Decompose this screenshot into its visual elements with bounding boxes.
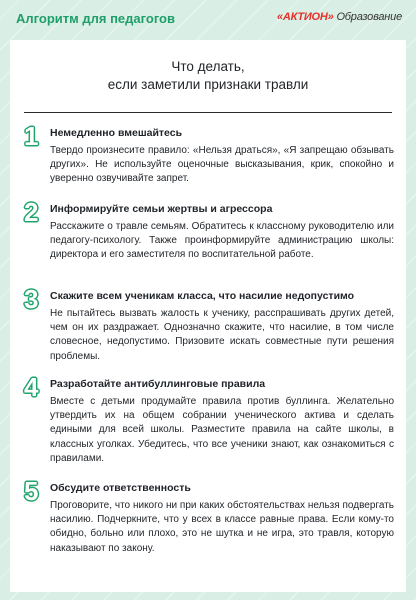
document-title: Алгоритм для педагогов bbox=[16, 11, 175, 26]
step-number: 1 bbox=[24, 121, 39, 151]
brand-logo bbox=[277, 11, 402, 23]
step-heading: Скажите всем ученикам класса, что насилие недопустимо bbox=[50, 290, 355, 302]
step-text: Не пытайтесь вызвать жалость к ученику, расспрашивать других детей, чем он их раздражает. Однозначно скажите, что насилие, в том числе словесное, недопустимо. Призовите искать совместные пути решения проблемы. bbox=[50, 308, 394, 362]
card-title bbox=[10, 58, 406, 94]
divider bbox=[24, 112, 392, 113]
step-text: Расскажите о травле семьям. Обратитесь к классному руководителю или педагогу-психологу. Также проинформируйте администрацию школы: директора и его заместителя по воспитательной работе. bbox=[50, 221, 394, 261]
step-number: 4 bbox=[24, 372, 39, 402]
step-number: 3 bbox=[24, 284, 39, 314]
top-bar bbox=[0, 0, 416, 38]
step-heading: Обсудите ответственность bbox=[50, 482, 191, 494]
step-number: 2 bbox=[24, 197, 39, 227]
card-title-line-2: если заметили признаки травли bbox=[107, 77, 309, 92]
step-heading: Информируйте семьи жертвы и агрессора bbox=[50, 203, 273, 215]
step-number: 5 bbox=[24, 476, 39, 506]
step-text: Вместе с детьми продумайте правила против буллинга. Желательно утвердить их на общем собрании ученического актива и сделать едиными для всей школы. Разместите правила на сайте школы, в классных уголках. Убедитесь, что все ученики знают, как ознакомиться с правилами. bbox=[50, 396, 394, 464]
step-text: Проговорите, что никого ни при каких обстоятельствах нельзя подвергать насилию. Подчеркните, что у всех в классе равные права. Если кому-то обидно, больно или плохо, это не шутка и не игра, это травля, которую наказывают по закону. bbox=[50, 500, 394, 554]
content-card bbox=[10, 40, 406, 592]
step-text: Твердо произнесите правило: «Нельзя драться», «Я запрещаю обзывать других». Не используйте оценочные высказывания, крик, спокойно и уверенно озвучивайте запрет. bbox=[50, 145, 394, 185]
brand-subtitle: Образование bbox=[336, 11, 402, 23]
step-heading: Разработайте антибуллинговые правила bbox=[50, 378, 266, 390]
step-heading: Немедленно вмешайтесь bbox=[50, 127, 183, 139]
card-title-line-1: Что делать, bbox=[171, 59, 245, 74]
brand-name: «АКТИОН» bbox=[276, 11, 334, 23]
